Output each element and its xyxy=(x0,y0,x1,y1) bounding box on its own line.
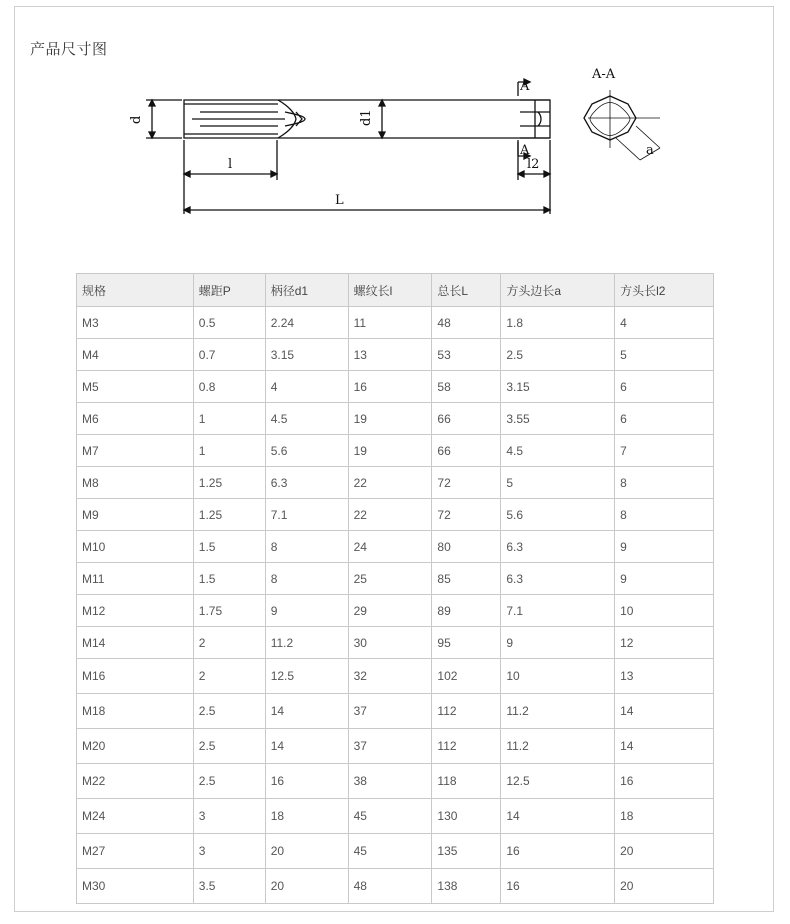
table-cell: 48 xyxy=(432,307,501,339)
table-row xyxy=(77,694,714,729)
table-cell: 32 xyxy=(348,659,432,694)
table-cell: 2 xyxy=(193,627,265,659)
table-cell: 16 xyxy=(501,869,615,904)
table-cell: 48 xyxy=(348,869,432,904)
table-cell: 13 xyxy=(615,659,714,694)
table-cell: 5 xyxy=(501,467,615,499)
table-cell: 10 xyxy=(615,595,714,627)
table-row xyxy=(77,563,714,595)
table-cell: 1.25 xyxy=(193,467,265,499)
table-cell: 11 xyxy=(348,307,432,339)
table-cell: M8 xyxy=(77,467,194,499)
section-title: 产品尺寸图 xyxy=(30,40,108,58)
label-L: L xyxy=(335,193,344,208)
table-cell: 138 xyxy=(432,869,501,904)
table-cell: 5.6 xyxy=(501,499,615,531)
label-d: d xyxy=(129,115,144,124)
table-cell: 7.1 xyxy=(501,595,615,627)
table-body xyxy=(77,307,714,904)
table-cell: 22 xyxy=(348,499,432,531)
table-row xyxy=(77,435,714,467)
table-cell: 6.3 xyxy=(501,563,615,595)
column-header: 总长L xyxy=(432,274,501,307)
table-cell: 112 xyxy=(432,729,501,764)
table-cell: 14 xyxy=(265,694,348,729)
table-cell: 25 xyxy=(348,563,432,595)
table-cell: 2.5 xyxy=(193,694,265,729)
table-cell: 95 xyxy=(432,627,501,659)
table-cell: M22 xyxy=(77,764,194,799)
table-cell: 11.2 xyxy=(501,694,615,729)
table-cell: 4.5 xyxy=(501,435,615,467)
table-row xyxy=(77,371,714,403)
label-section-aa: A-A xyxy=(592,67,616,82)
table-row xyxy=(77,499,714,531)
table-cell: 11.2 xyxy=(501,729,615,764)
table-cell: M5 xyxy=(77,371,194,403)
table-row xyxy=(77,627,714,659)
table-cell: 13 xyxy=(348,339,432,371)
table-cell: 1.75 xyxy=(193,595,265,627)
table-cell: 19 xyxy=(348,435,432,467)
table-cell: 72 xyxy=(432,499,501,531)
table-cell: 4 xyxy=(615,307,714,339)
table-row xyxy=(77,834,714,869)
table-cell: M12 xyxy=(77,595,194,627)
table-cell: 16 xyxy=(348,371,432,403)
table-cell: 118 xyxy=(432,764,501,799)
table-cell: M4 xyxy=(77,339,194,371)
table-cell: M7 xyxy=(77,435,194,467)
table-cell: 22 xyxy=(348,467,432,499)
table-cell: M10 xyxy=(77,531,194,563)
table-cell: 89 xyxy=(432,595,501,627)
table-cell: 14 xyxy=(265,729,348,764)
table-cell: 2.5 xyxy=(193,764,265,799)
table-cell: 8 xyxy=(615,499,714,531)
table-cell: 6.3 xyxy=(501,531,615,563)
table-cell: 45 xyxy=(348,834,432,869)
label-A-top: A xyxy=(520,79,530,94)
table-cell: 18 xyxy=(265,799,348,834)
column-header: 螺纹长l xyxy=(348,274,432,307)
column-header: 螺距P xyxy=(193,274,265,307)
table-cell: 30 xyxy=(348,627,432,659)
table-cell: 3 xyxy=(193,834,265,869)
table-cell: 20 xyxy=(265,869,348,904)
table-cell: 14 xyxy=(615,694,714,729)
table-cell: 0.5 xyxy=(193,307,265,339)
label-d1: d1 xyxy=(359,109,374,126)
table-cell: 85 xyxy=(432,563,501,595)
table-cell: 16 xyxy=(501,834,615,869)
table-cell: 38 xyxy=(348,764,432,799)
table-cell: 4.5 xyxy=(265,403,348,435)
table-cell: 130 xyxy=(432,799,501,834)
table-cell: 20 xyxy=(615,869,714,904)
table-cell: 2 xyxy=(193,659,265,694)
table-row xyxy=(77,764,714,799)
table-cell: 14 xyxy=(501,799,615,834)
table-cell: 12.5 xyxy=(501,764,615,799)
table-row xyxy=(77,659,714,694)
table-cell: M24 xyxy=(77,799,194,834)
table-cell: 1.5 xyxy=(193,563,265,595)
table-cell: 24 xyxy=(348,531,432,563)
column-header: 柄径d1 xyxy=(265,274,348,307)
label-l: l xyxy=(228,157,233,172)
square-head xyxy=(520,100,550,138)
table-cell: 37 xyxy=(348,729,432,764)
table-cell: 8 xyxy=(265,563,348,595)
table-cell: M16 xyxy=(77,659,194,694)
table-cell: 1.25 xyxy=(193,499,265,531)
table-row xyxy=(77,729,714,764)
table-cell: 1.8 xyxy=(501,307,615,339)
table-cell: 66 xyxy=(432,435,501,467)
tap-dimension-drawing xyxy=(120,62,680,232)
table-cell: 0.8 xyxy=(193,371,265,403)
table-cell: 3.15 xyxy=(501,371,615,403)
column-header: 规格 xyxy=(77,274,194,307)
table-row xyxy=(77,799,714,834)
table-cell: 72 xyxy=(432,467,501,499)
table-cell: 0.7 xyxy=(193,339,265,371)
table-cell: 18 xyxy=(615,799,714,834)
table-cell: 20 xyxy=(615,834,714,869)
table-cell: 9 xyxy=(615,531,714,563)
table-cell: 12.5 xyxy=(265,659,348,694)
table-cell: M6 xyxy=(77,403,194,435)
table-cell: 1 xyxy=(193,435,265,467)
table-cell: 4 xyxy=(265,371,348,403)
table-row xyxy=(77,467,714,499)
table-cell: 16 xyxy=(615,764,714,799)
table-cell: 7.1 xyxy=(265,499,348,531)
table-cell: 1 xyxy=(193,403,265,435)
table-cell: 29 xyxy=(348,595,432,627)
table-cell: 66 xyxy=(432,403,501,435)
table-cell: 102 xyxy=(432,659,501,694)
table-cell: 45 xyxy=(348,799,432,834)
table-cell: 1.5 xyxy=(193,531,265,563)
table-cell: M18 xyxy=(77,694,194,729)
table-cell: 14 xyxy=(615,729,714,764)
dimension-L xyxy=(184,140,550,214)
column-header: 方头边长a xyxy=(501,274,615,307)
table-cell: M9 xyxy=(77,499,194,531)
column-header: 方头长l2 xyxy=(615,274,714,307)
table-cell: 2.24 xyxy=(265,307,348,339)
table-cell: 5.6 xyxy=(265,435,348,467)
table-cell: 8 xyxy=(265,531,348,563)
table-cell: 6 xyxy=(615,403,714,435)
table-header-row xyxy=(77,274,714,307)
table-row xyxy=(77,307,714,339)
table-cell: 112 xyxy=(432,694,501,729)
table-cell: 53 xyxy=(432,339,501,371)
table-cell: 58 xyxy=(432,371,501,403)
table-row xyxy=(77,595,714,627)
table-cell: 9 xyxy=(615,563,714,595)
table-cell: 3.15 xyxy=(265,339,348,371)
spec-table xyxy=(76,273,714,904)
table-cell: 19 xyxy=(348,403,432,435)
table-cell: 5 xyxy=(615,339,714,371)
table-cell: 20 xyxy=(265,834,348,869)
table-row xyxy=(77,869,714,904)
table-cell: 6.3 xyxy=(265,467,348,499)
table-cell: M30 xyxy=(77,869,194,904)
table-cell: 2.5 xyxy=(501,339,615,371)
table-row xyxy=(77,403,714,435)
table-cell: M20 xyxy=(77,729,194,764)
table-cell: 3.55 xyxy=(501,403,615,435)
flute-lines xyxy=(192,112,285,126)
table-cell: 37 xyxy=(348,694,432,729)
table-cell: 6 xyxy=(615,371,714,403)
table-cell: 135 xyxy=(432,834,501,869)
table-cell: 12 xyxy=(615,627,714,659)
table-cell: 9 xyxy=(265,595,348,627)
table-cell: 80 xyxy=(432,531,501,563)
label-A-bottom: A xyxy=(520,143,530,158)
table-cell: 8 xyxy=(615,467,714,499)
table-cell: M14 xyxy=(77,627,194,659)
table-cell: 2.5 xyxy=(193,729,265,764)
table-cell: 16 xyxy=(265,764,348,799)
label-l2: l2 xyxy=(527,157,540,172)
table-cell: 3 xyxy=(193,799,265,834)
table-cell: M27 xyxy=(77,834,194,869)
table-cell: M3 xyxy=(77,307,194,339)
table-cell: M11 xyxy=(77,563,194,595)
table-cell: 3.5 xyxy=(193,869,265,904)
table-cell: 10 xyxy=(501,659,615,694)
table-cell: 9 xyxy=(501,627,615,659)
label-a: a xyxy=(646,143,654,158)
table-row xyxy=(77,531,714,563)
table-row xyxy=(77,339,714,371)
table-cell: 11.2 xyxy=(265,627,348,659)
table-cell: 7 xyxy=(615,435,714,467)
